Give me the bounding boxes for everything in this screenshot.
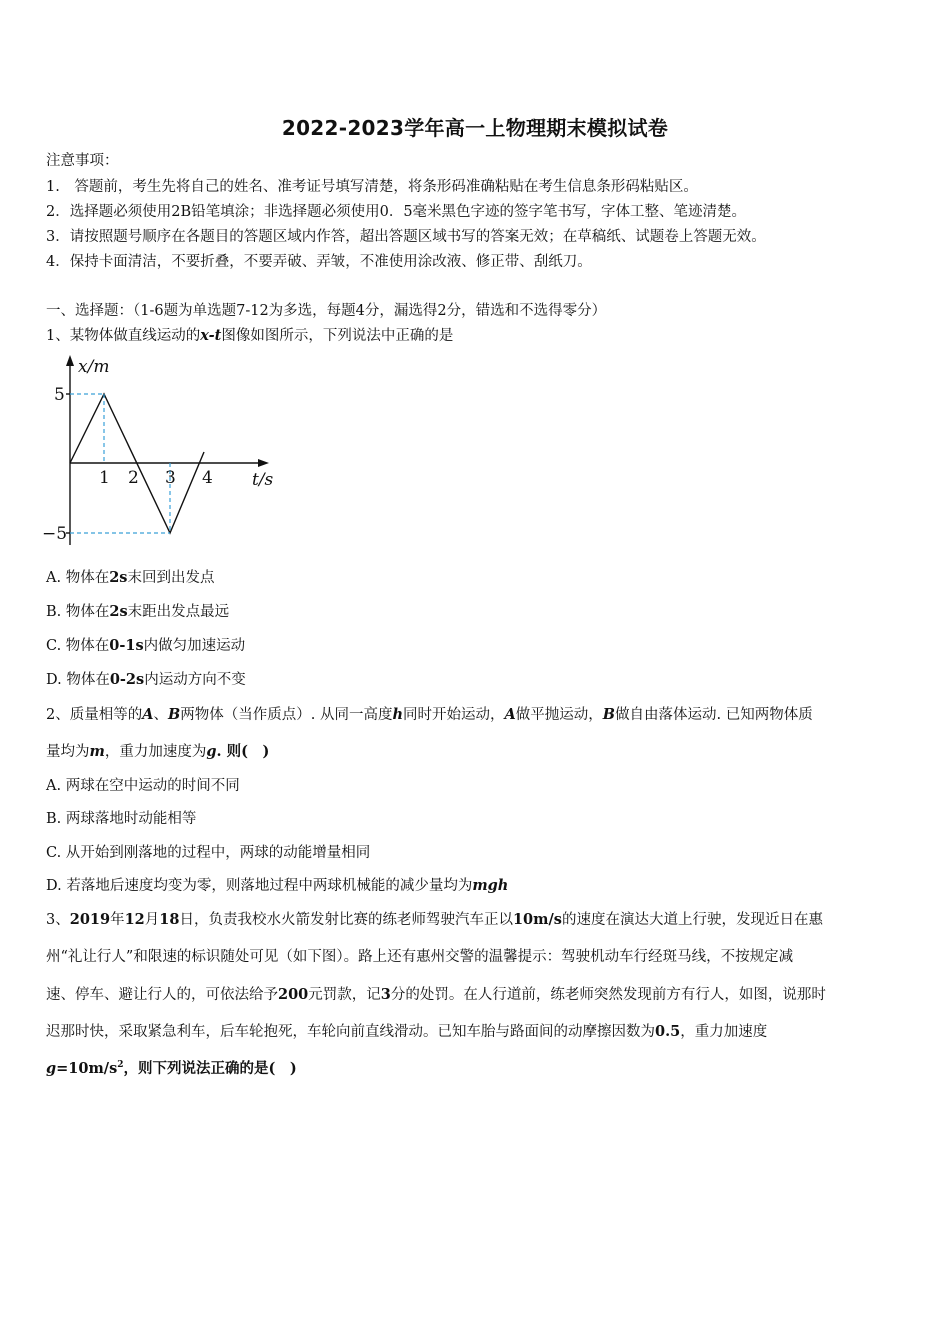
q3-l1-a: 3、 [46, 912, 70, 928]
q2-l1-v1: A [142, 706, 154, 723]
q1-option-d [46, 670, 246, 690]
q2-option-d-var: mgh [472, 877, 509, 894]
x-tick-2: 2 [128, 468, 139, 488]
q1-stem-a: 1、某物体做直线运动的 [46, 328, 201, 344]
q3-l5-sup: 2 [117, 1060, 124, 1071]
q1-option-a [46, 568, 214, 588]
y-tick-5: 5 [54, 385, 65, 405]
q3-l5-c: ，则下列说法正确的是( ) [123, 1060, 297, 1077]
q3-l1-b1: 2019 [69, 911, 111, 928]
page-title: 2022-2023学年高一上物理期末模拟试卷 [281, 116, 669, 140]
q2-option-b: B. 两球落地时动能相等 [46, 811, 197, 827]
q3-l1-f: 的速度在演达大道上行驶，发现近日在惠 [561, 912, 823, 928]
q2-l2-c: . 则( ) [216, 743, 270, 760]
q2-l1-v2: B [168, 706, 181, 723]
q1-option-c-post: 内做匀加速运动 [143, 638, 246, 654]
q1-option-b-bold: 2s [109, 603, 128, 620]
q3-l1-b2: 12 [124, 911, 145, 928]
notice-item-4: 4．保持卡面清洁，不要折叠，不要弄破、弄皱，不准使用涂改液、修正带、刮纸刀。 [46, 254, 592, 270]
notice-heading: 注意事项： [46, 153, 119, 169]
notice-item-2: 2．选择题必须使用2B铅笔填涂；非选择题必须使用0．5毫米黑色字迹的签字笔书写，字体工整、笔迹清楚。 [46, 204, 747, 220]
q1-stem-var: x-t [200, 327, 222, 344]
question-3-line-1 [46, 910, 823, 930]
q2-l1-v3: h [392, 706, 404, 723]
q2-option-c: C. 从开始到刚落地的过程中，两球的动能增量相同 [46, 845, 371, 861]
y-tick-neg5: −5 [42, 524, 68, 544]
q1-option-c-pre: C. 物体在 [46, 638, 110, 654]
q3-l5-var: g [46, 1060, 57, 1077]
question-1-stem [46, 326, 453, 346]
y-axis-arrow [66, 355, 74, 366]
q2-l1-c: 两物体（当作质点）. 从同一高度 [180, 707, 393, 723]
q2-option-d-pre: D. 若落地后速度均变为零，则落地过程中两球机械能的减少量均为 [46, 878, 473, 894]
question-3-line-5 [46, 1059, 297, 1079]
y-axis-label: x/m [78, 357, 110, 377]
question-3-line-3 [46, 985, 826, 1005]
question-2-line-1 [46, 705, 813, 725]
q3-l3-b2: 3 [380, 986, 391, 1003]
x-tick-1: 1 [99, 468, 110, 488]
q1-option-b [46, 602, 229, 622]
notice-item-1: 1. 答题前，考生先将自己的姓名、准考证号填写清楚，将条形码准确粘贴在考生信息条形码粘贴区。 [46, 179, 698, 195]
q2-l1-f: 做自由落体运动. 已知两物体质 [615, 707, 813, 723]
x-axis-label: t/s [252, 470, 274, 490]
q1-option-b-post: 末距出发点最远 [127, 604, 230, 620]
q3-l4-c: ，重力加速度 [680, 1024, 768, 1040]
x-axis-arrow [258, 459, 269, 467]
notice-item-3: 3．请按照题号顺序在各题目的答题区域内作答，超出答题区域书写的答案无效；在草稿纸、试题卷上答题无效。 [46, 229, 766, 245]
q3-l3-b1: 200 [278, 986, 309, 1003]
q3-l3-c: 元罚款，记 [308, 987, 381, 1003]
question-3-line-4 [46, 1022, 767, 1042]
q3-l4-b: 0.5 [655, 1023, 681, 1040]
q1-option-c [46, 636, 245, 656]
q2-l1-v5: B [602, 706, 616, 723]
q3-l1-c: 年 [110, 912, 125, 928]
x-tick-3: 3 [165, 468, 176, 488]
q2-l1-b: 、 [153, 707, 168, 723]
q3-l4-a: 迟那时快，采取紧急利车，后车轮抱死，车轮向前直线滑动。已知车胎与路面间的动摩擦因数为 [46, 1024, 655, 1040]
q3-l3-d: 分的处罚。在人行道前，练老师突然发现前方有行人，如图，说那时 [390, 987, 826, 1003]
question-3-line-2: 州“礼让行人”和限速的标识随处可见（如下图）。路上还有惠州交警的温馨提示：驾驶机动车行经斑马线，不按规定减 [46, 949, 794, 965]
q2-option-a: A. 两球在空中运动的时间不同 [46, 778, 240, 794]
q1-option-d-post: 内运动方向不变 [144, 672, 246, 688]
q1-option-a-pre: A. 物体在 [46, 570, 110, 586]
q2-l1-v4: A [504, 706, 516, 723]
section-heading: 一、选择题：（1-6题为单选题7-12为多选，每题4分，漏选得2分，错选和不选得零分） [46, 303, 607, 319]
q3-l1-e: 日，负责我校水火箭发射比赛的练老师驾驶汽车正以 [179, 912, 513, 928]
x-tick-4: 4 [202, 468, 213, 488]
q1-option-a-post: 末回到出发点 [127, 570, 215, 586]
q1-option-d-bold: 0-2s [109, 671, 145, 688]
q3-l3-a: 速、停车、避让行人的，可依法给予 [46, 987, 278, 1003]
q1-option-d-pre: D. 物体在 [46, 672, 110, 688]
q3-l1-b3: 18 [159, 911, 180, 928]
q2-l1-e: 做平抛运动， [515, 707, 603, 723]
q1-stem-b: 图像如图所示，下列说法中正确的是 [221, 328, 454, 344]
q3-l5-b: =10m/s [56, 1060, 118, 1077]
q2-option-d [46, 876, 508, 896]
q2-l2-a: 量均为 [46, 744, 90, 760]
q2-l2-v1: m [89, 743, 105, 760]
q1-option-c-bold: 0-1s [109, 637, 144, 654]
question-2-line-2 [46, 742, 269, 762]
q2-l1-d: 同时开始运动， [403, 707, 505, 723]
q1-option-b-pre: B. 物体在 [46, 604, 110, 620]
q1-option-a-bold: 2s [109, 569, 128, 586]
q3-l1-d: 月 [144, 912, 160, 928]
q2-l2-v2: g [206, 743, 217, 760]
q2-l1-a: 2、质量相等的 [46, 707, 143, 723]
q2-l2-b: ，重力加速度为 [104, 744, 207, 760]
q3-l1-b4: 10m/s [512, 911, 562, 928]
xt-graph [40, 350, 280, 550]
